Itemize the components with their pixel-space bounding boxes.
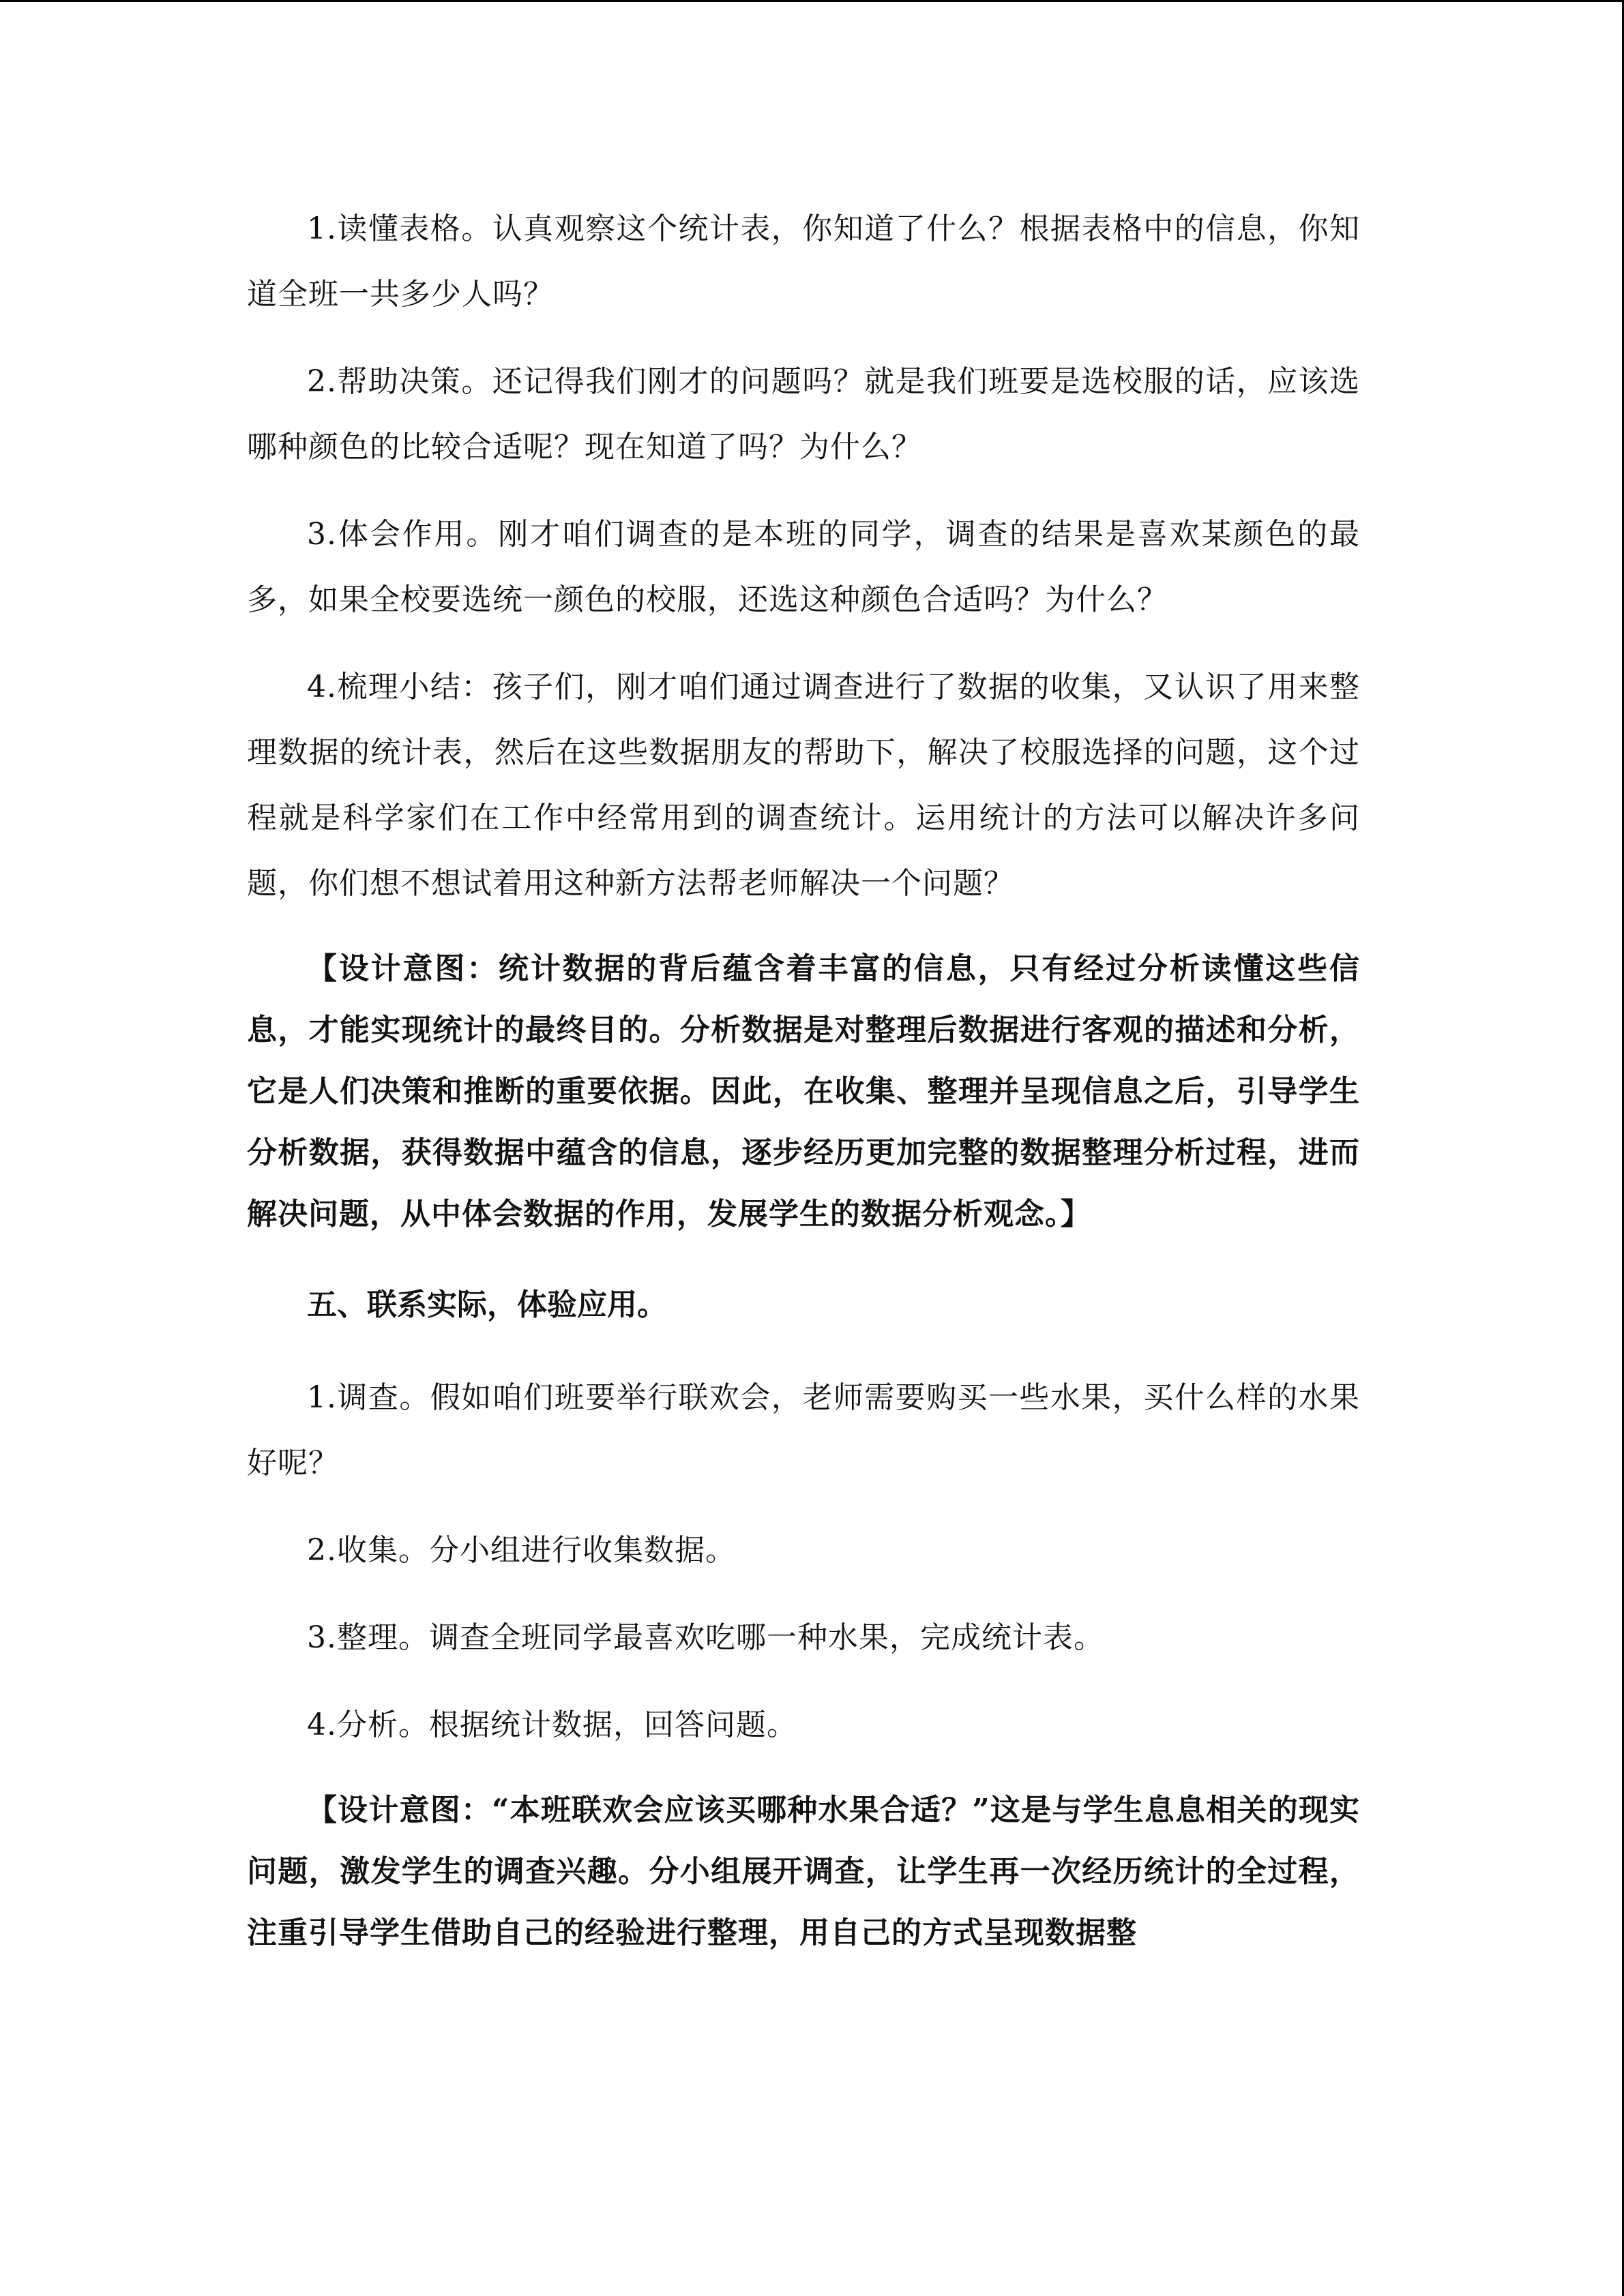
design-intent-section-five: 【设计意图：“本班联欢会应该买哪种水果合适？”这是与学生息息相关的现实问题，激发学生的调查兴趣。分小组展开调查，让学生再一次经历统计的全过程，注重引导学生借助自己的经验进行整理，用自己的方式呈现数据整 bbox=[247, 1793, 1360, 1950]
page-top-border bbox=[0, 0, 1624, 2]
paragraph-help-decide: 2.帮助决策。还记得我们刚才的问题吗？就是我们班要是选校服的话，应该选哪种颜色的比较合适呢？现在知道了吗？为什么？ bbox=[247, 364, 1360, 464]
paragraph-collect: 2.收集。分小组进行收集数据。 bbox=[307, 1533, 736, 1568]
paragraph-organize: 3.整理。调查全班同学最喜欢吃哪一种水果，完成统计表。 bbox=[307, 1620, 1104, 1655]
document-body bbox=[247, 196, 1360, 1991]
paragraph-read-table: 1.读懂表格。认真观察这个统计表，你知道了什么？根据表格中的信息，你知道全班一共多少人吗？ bbox=[247, 211, 1360, 312]
paragraph-survey: 1.调查。假如咱们班要举行联欢会，老师需要购买一些水果，买什么样的水果好呢？ bbox=[247, 1380, 1360, 1480]
paragraph-understand-role: 3.体会作用。刚才咱们调查的是本班的同学，调查的结果是喜欢某颜色的最多，如果全校要选统一颜色的校服，还选这种颜色合适吗？为什么？ bbox=[247, 517, 1360, 617]
paragraph-summary: 4.梳理小结：孩子们，刚才咱们通过调查进行了数据的收集，又认识了用来整理数据的统计表，然后在这些数据朋友的帮助下，解决了校服选择的问题，这个过程就是科学家们在工作中经常用到的调查统计。运用统计的方法可以解决许多问题，你们想不想试着用这种新方法帮老师解决一个问题？ bbox=[247, 670, 1360, 901]
paragraph-analyze: 4.分析。根据统计数据，回答问题。 bbox=[307, 1708, 797, 1742]
design-intent-section-four: 【设计意图：统计数据的背后蕴含着丰富的信息，只有经过分析读懂这些信息，才能实现统计的最终目的。分析数据是对整理后数据进行客观的描述和分析，它是人们决策和推断的重要依据。因此，在收集、整理并呈现信息之后，引导学生分析数据，获得数据中蕴含的信息，逐步经历更加完整的数据整理分析过程，进而解决问题，从中体会数据的作用，发展学生的数据分析观念。】 bbox=[247, 951, 1360, 1232]
section-five-heading: 五、联系实际，体验应用。 bbox=[307, 1287, 667, 1322]
